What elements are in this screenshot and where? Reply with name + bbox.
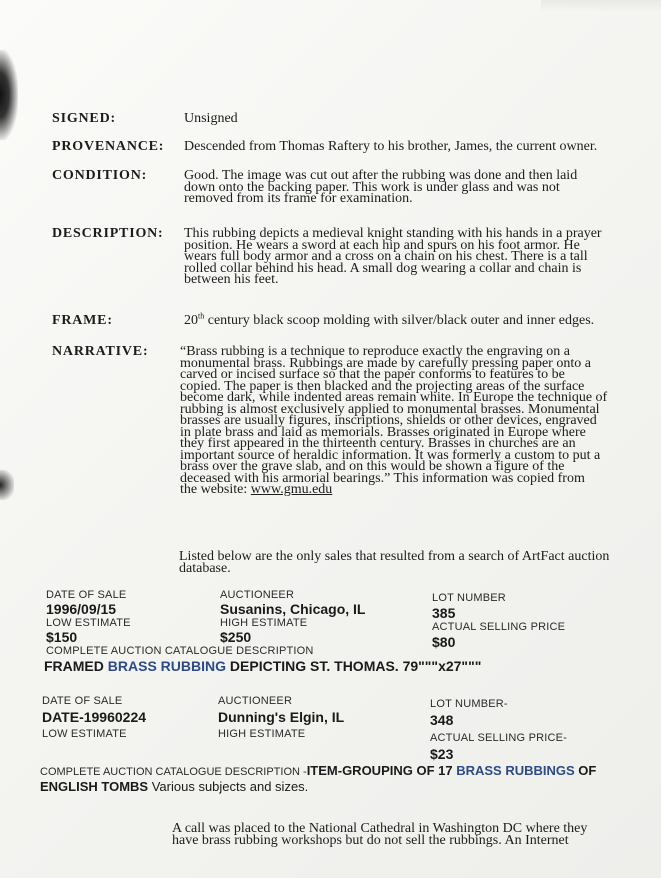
closing-paragraph: A call was placed to the National Cathedral in Washington DC where they have brass rubbing workshops but do not sell the rubbings. An Internet <box>172 821 588 848</box>
low-estimate-value: $150 <box>46 629 78 645</box>
date-value: 1996/09/15 <box>46 601 117 617</box>
field-label: SIGNED: <box>52 111 116 126</box>
auctioneer-value: Susanins, Chicago, IL <box>220 601 366 617</box>
high-estimate-value: $250 <box>220 629 252 645</box>
binder-shadow-lower <box>0 470 14 500</box>
catalogue-description-continued: ENGLISH TOMBS Various subjects and sizes. <box>40 779 309 794</box>
field-label: CONDITION: <box>52 168 148 183</box>
auctioneer-label: AUCTIONEER <box>220 589 295 601</box>
actual-price-value: $80 <box>432 634 456 650</box>
high-estimate-label: HIGH ESTIMATE <box>220 617 308 629</box>
sales-intro: Listed below are the only sales that resulted from a search of ArtFact auction database. <box>179 549 610 576</box>
lot-label: LOT NUMBER <box>432 592 506 604</box>
website-link[interactable]: www.gmu.edu <box>250 482 333 497</box>
page-corner-shadow <box>541 0 661 12</box>
field-label: DESCRIPTION: <box>52 226 164 241</box>
actual-price-label: ACTUAL SELLING PRICE- <box>430 732 568 744</box>
lot-value: 385 <box>432 605 456 621</box>
lot-label: LOT NUMBER- <box>430 698 508 710</box>
auctioneer-value: Dunning's Elgin, IL <box>218 709 345 725</box>
catalogue-description: COMPLETE AUCTION CATALOGUE DESCRIPTION -ITEM-GROUPING OF 17 BRASS RUBBINGS OF <box>40 763 597 778</box>
low-estimate-label: LOW ESTIMATE <box>42 728 127 740</box>
field-value: This rubbing depicts a medieval knight standing with his hands in a prayer position. He wears a sword at each hip and spurs on his foot armor. He wears full body armor and a cross on a chain on his chest. There is a tall rolled collar behind his head. A small dog wearing a collar and chain is between his feet. <box>184 226 602 287</box>
binder-shadow <box>0 50 18 140</box>
field-label: FRAME: <box>52 313 113 328</box>
field-value: Good. The image was cut out after the rubbing was done and then laid down onto the backing paper. This work is under glass and was not removed from its frame for examination. <box>184 168 578 206</box>
field-value: Unsigned <box>184 111 238 126</box>
field-value: “Brass rubbing is a technique to reproduce exactly the engraving on a monumental brass. Rubbings are made by carefully pressing paper onto a carved or incised surface so that the paper conforms to features to be copied. The paper is then blacked and the projecting areas of the surface become dark, while indented areas remain white. In Europe the technique of rubbing is almost exclusively applied to monumental brasses. Monumental brasses are usually figures, inscriptions, shields or other devices, engraved in plate brass and laid as memorials. Brasses originated in Europe where they first appeared in the thirteenth century. Brasses in churches are an important source of heraldic information. It was formerly a custom to put a brass over the grave slab, and on this would be shown a figure of the deceased with his armorial bearings.” This information was copied from the website: www.gmu.edu <box>180 344 608 497</box>
date-label: DATE OF SALE <box>42 695 123 707</box>
field-label: NARRATIVE: <box>52 344 149 359</box>
date-label: DATE OF SALE <box>46 589 127 601</box>
field-value: Descended from Thomas Raftery to his brother, James, the current owner. <box>184 139 598 154</box>
actual-price-value: $23 <box>430 746 454 762</box>
low-estimate-label: LOW ESTIMATE <box>46 617 131 629</box>
high-estimate-label: HIGH ESTIMATE <box>218 728 306 740</box>
lot-value: 348 <box>430 712 454 728</box>
field-label: PROVENANCE: <box>52 139 165 154</box>
catalogue-label: COMPLETE AUCTION CATALOGUE DESCRIPTION <box>46 645 314 657</box>
actual-price-label: ACTUAL SELLING PRICE <box>432 621 566 633</box>
date-value: DATE-19960224 <box>42 709 147 725</box>
catalogue-description: FRAMED BRASS RUBBING DEPICTING ST. THOMAS. 79"""x27""" <box>44 658 482 674</box>
field-value: 20th century black scoop molding with silver/black outer and inner edges. <box>184 311 595 328</box>
auctioneer-label: AUCTIONEER <box>218 695 293 707</box>
